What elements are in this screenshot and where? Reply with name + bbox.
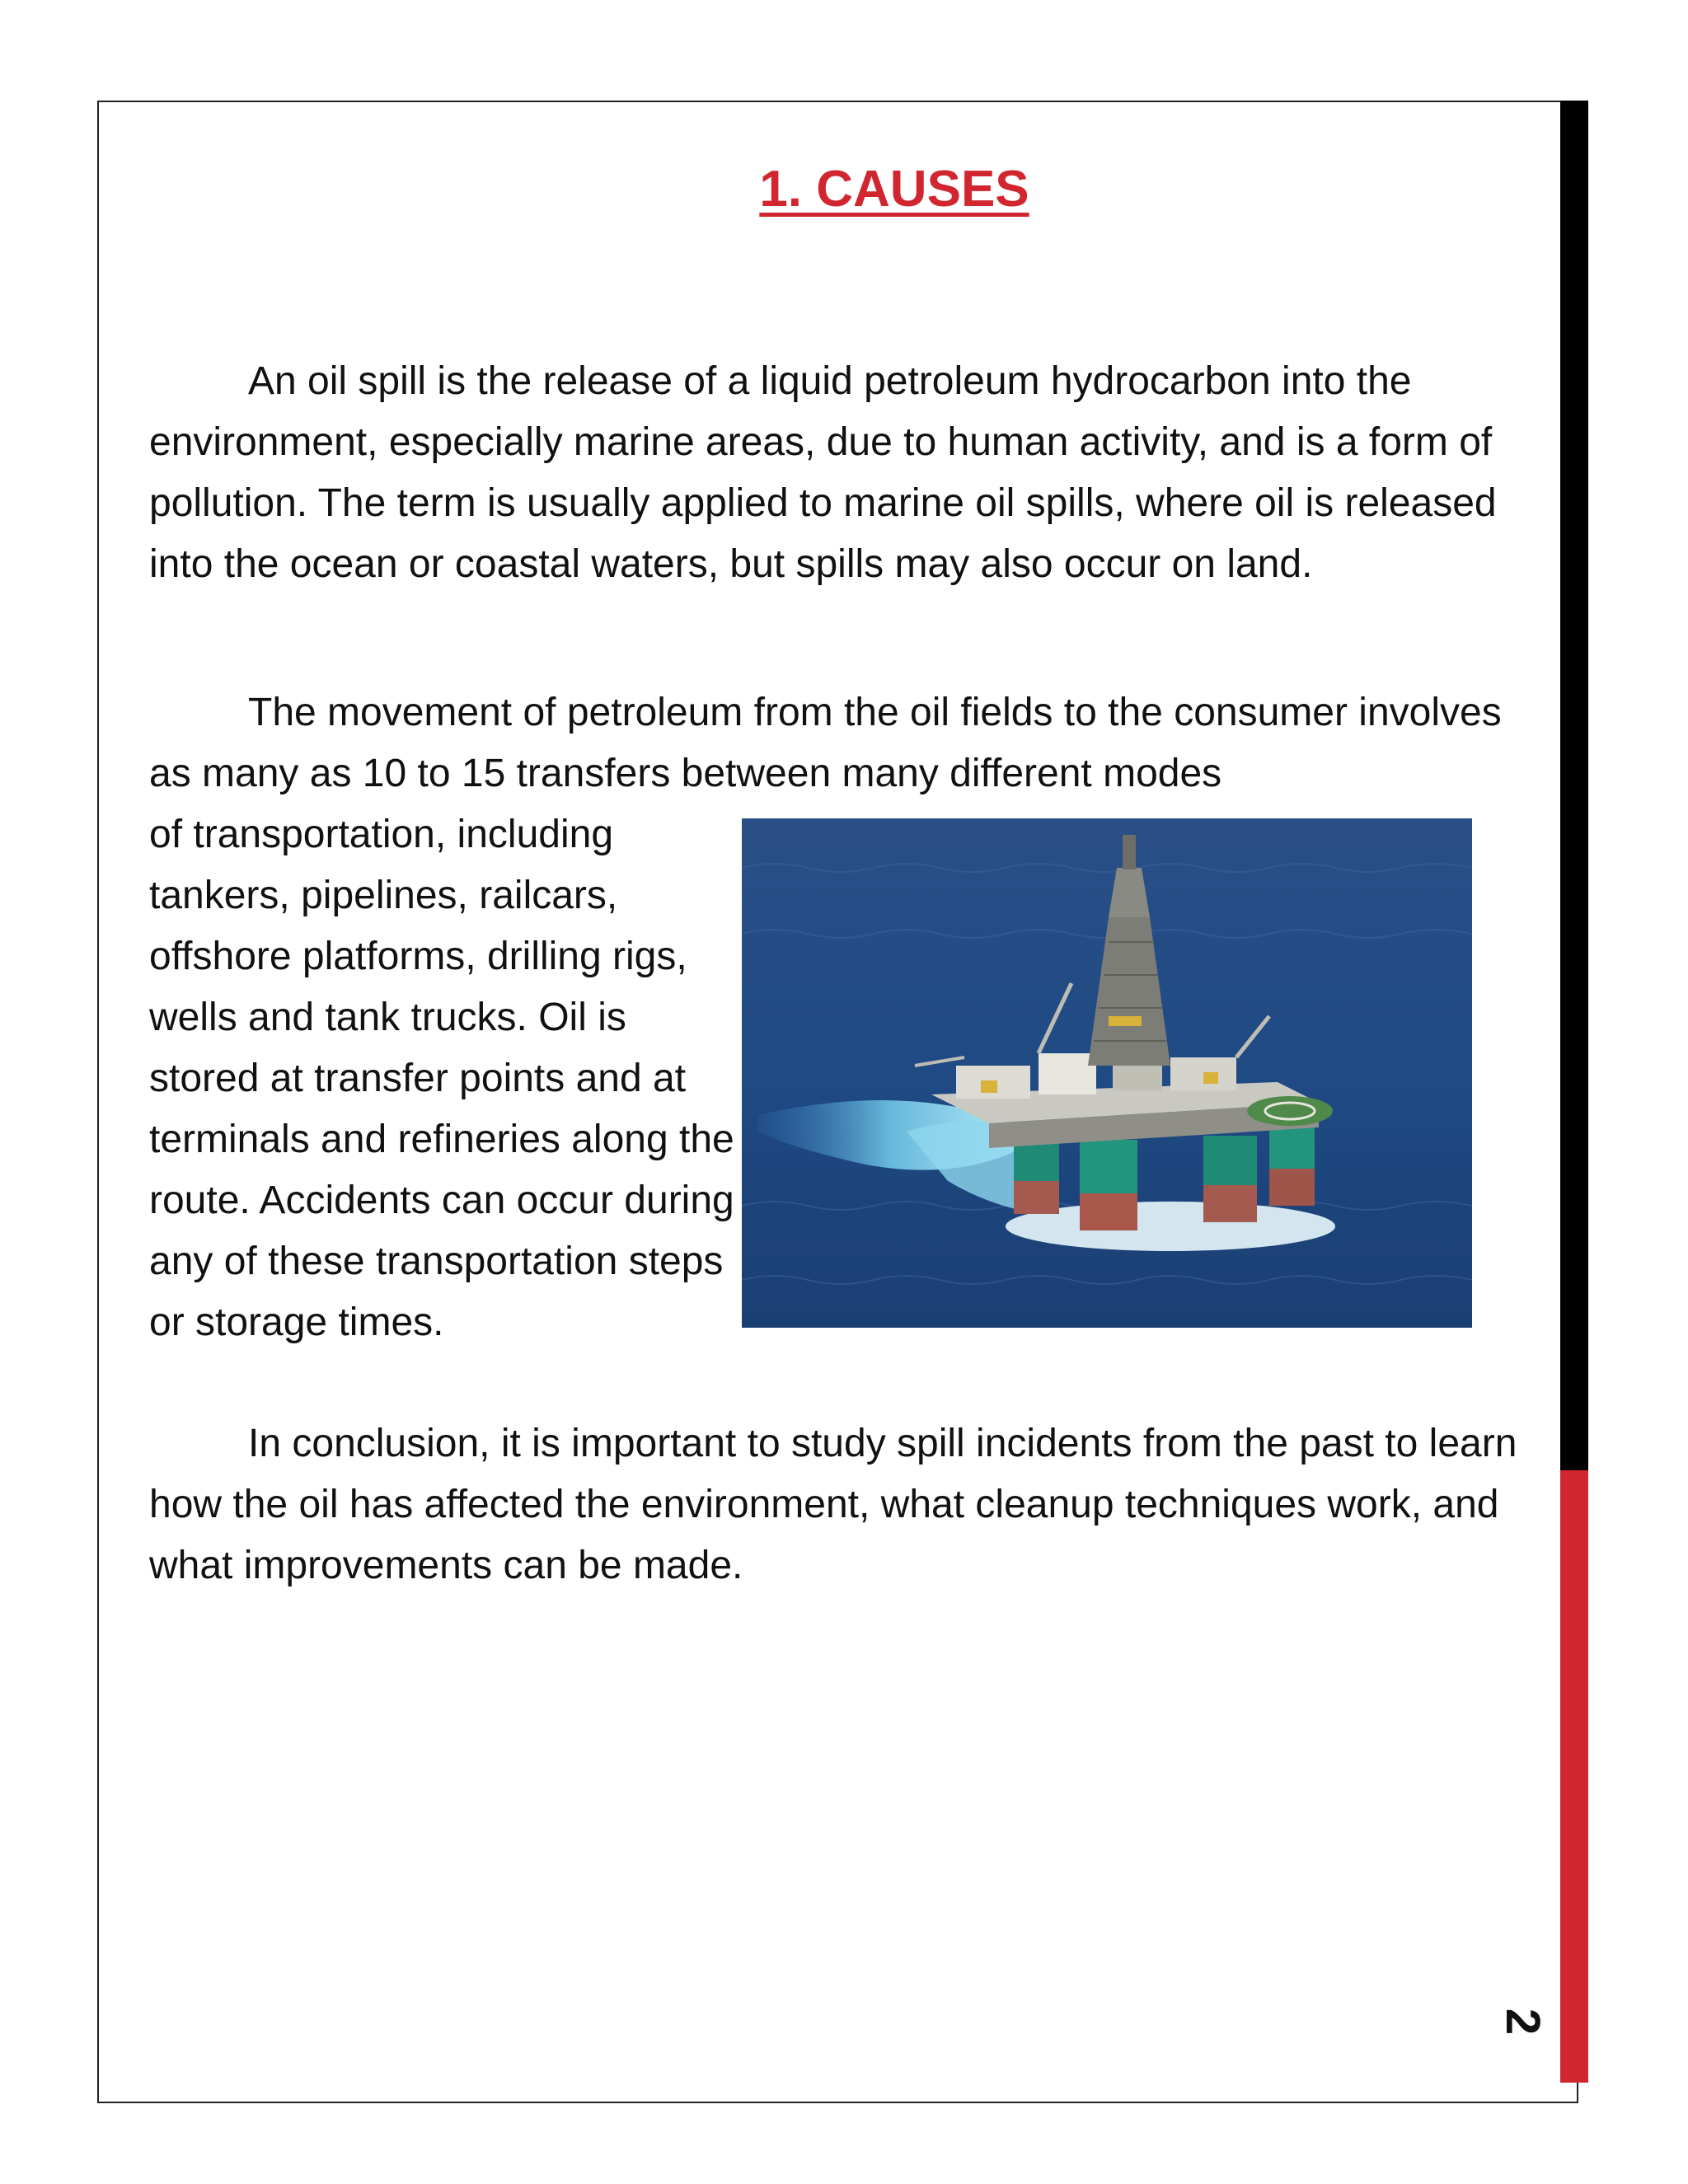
oil-rig-photo xyxy=(742,818,1472,1328)
paragraph-2-wrap: of transportation, including tankers, pipelines, railcars, offshore platforms, drilling rigs, wells and tank trucks. Oil is stored at transfer points and at terminals and refineries along the route. Accidents can occur during any of these transportation steps or storage times. xyxy=(149,813,734,1344)
paragraph-1: An oil spill is the release of a liquid petroleum hydrocarbon into the environment, especially marine areas, due to human activity, and is a form of pollution. The term is usually applied to marine oil spills, where oil is released into the ocean or coastal waters, but spills may also occur on land. xyxy=(149,359,1497,586)
page-number: 2 xyxy=(1496,2008,1550,2036)
paragraph-2-intro: The movement of petroleum from the oil fields to the consumer involves as many as 10 to 15 transfers between many different modes xyxy=(149,691,1502,795)
side-bar-red xyxy=(1560,1470,1588,2083)
paragraph-3: In conclusion, it is important to study spill incidents from the past to learn how the oil has affected the environment, what cleanup techniques work, and what improvements can be made. xyxy=(149,1422,1517,1587)
page-title: 1. CAUSES xyxy=(759,161,1029,218)
side-bar-black xyxy=(1560,101,1588,1470)
